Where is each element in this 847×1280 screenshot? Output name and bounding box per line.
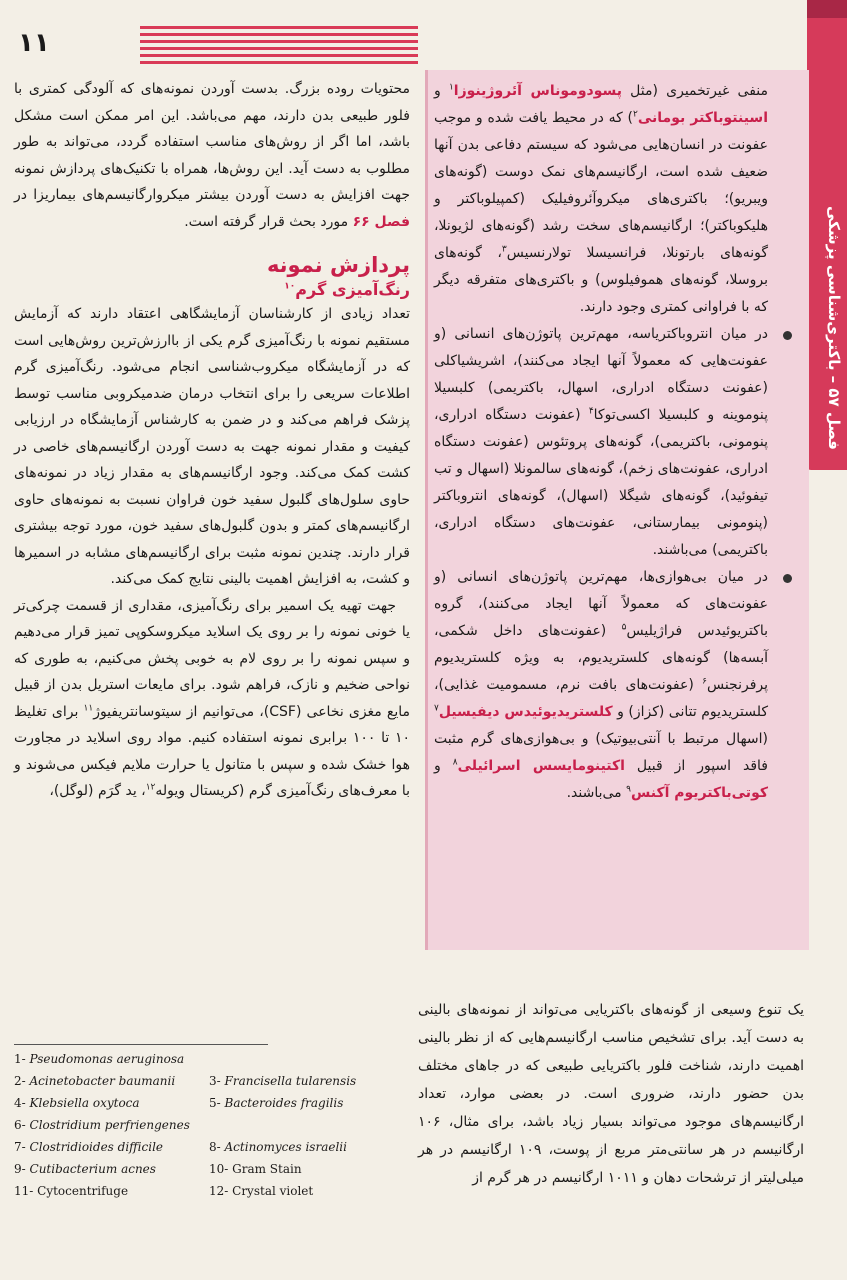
footnote: 3- Francisella tularensis xyxy=(209,1074,357,1088)
footnote: 4- Klebsiella oxytoca xyxy=(14,1096,140,1110)
footnote-row xyxy=(14,1048,404,1070)
footnotes xyxy=(14,1048,404,1202)
footnote-row xyxy=(14,1092,404,1114)
footnote-row xyxy=(14,1180,404,1202)
list-item: در میان بی‌هوازی‌ها، مهم‌ترین پاتوژن‌های انسانی (و عفونت‌های که معمولاً آنها ایجاد می‌کنند)، گروه باکتریوئیدس فراژیلیس$^۵$ (عفونت‌های داخل شکمی، آبسه‌ها) گونه‌های کلستریدیوم، به ویژه کلستریدیوم پرفرنجنس$^۶$ (عفونت‌های بافت نرم، مسمومیت غذایی)، کلستریدیوم تتانی (کزاز) و کلستریدیوئیدس دیفیسیل$^۷$ (اسهال مرتبط با آنتی‌بیوتیک) و بی‌هوازی‌های گرم مثبت فاقد اسپور از قبیل اکتینومایسس اسرائیلی$^۸$ و کوتی‌باکتریوم آکنس$^۹$ می‌باشند. xyxy=(434,564,768,807)
footnote: 10- Gram Stain xyxy=(209,1162,302,1176)
footnote-row xyxy=(14,1114,404,1136)
page-number: ١١ xyxy=(18,28,50,58)
box-paragraph: منفی غیرتخمیری (مثل پسودوموناس آئروژینوزا$^۱$ و اسینتوباکتر بومانی$^۲$) که در محیط یافت شده و موجب عفونت در انسان‌هایی می‌شود که سیستم دفاعی بدن آنها ضعیف شده است، ارگانیسم‌های نمک دوست (گونه‌های ویبریو)؛ باکتری‌های میکروآئروفیلیک (کمپیلوباکتر و هلیکوباکتر)؛ ارگانیسم‌های سخت رشد (گونه‌های لژیونلا، گونه‌های بارتونلا، فرانسیسلا تولارنسیس$^۳$، گونه‌های بروسلا، گونه‌های هموفیلوس) و باکتری‌های متفرقه دیگر که با فراوانی کمتری وجود دارند. xyxy=(434,82,769,315)
footnote-row xyxy=(14,1136,404,1158)
footnote: 5- Bacteroides fragilis xyxy=(209,1096,344,1110)
footnote: 8- Actinomyces israelii xyxy=(209,1140,347,1154)
footnote: 7- Clostridioides difficile xyxy=(14,1140,164,1154)
left-column xyxy=(14,76,410,805)
header-stripes xyxy=(140,26,418,74)
smear-paragraph: جهت تهیه یک اسمیر برای رنگ‌آمیزی، مقداری از قسمت چرکی‌تر یا خونی نمونه را بر روی یک اسلاید میکروسکوپی تمیز قرار می‌دهیم و سپس نمونه را بر روی لام به خوبی پخش می‌کنیم، به طوری که نواحی ضخیم و نازک، فراهم شود. برای مایعات استریل بدن از قبیل مایع مغزی نخاعی (CSF)، می‌توانیم از سیتوسانتریفیوژ$^{۱۱}$ برای تغلیظ ۱۰ تا ۱۰۰ برابری نمونه استفاده کنیم. مواد روی اسلاید در مجاورت هوا خشک شده و سپس با متانول یا حرارت ملایم فیکس می‌شوند و با معرف‌های رنگ‌آمیزی گرم (کریستال ویوله$^{۱۲}$، ید گرَم (لوگل)، xyxy=(14,597,411,799)
footnote: 12- Crystal violet xyxy=(209,1184,314,1198)
footnote-row xyxy=(14,1158,404,1180)
right-column xyxy=(434,78,768,807)
footnote: 6- Clostridium perfriengenes xyxy=(14,1118,190,1132)
bullet-icon xyxy=(783,574,792,583)
gram-stain-paragraph: تعداد زیادی از کارشناسان آزمایشگاهی اعتقاد دارند که آزمایش مستقیم نمونه با رنگ‌آمیزی گرم یکی از باارزش‌ترین روش‌هایی است که در آزمایشگاه میکروب‌شناسی انجام می‌شود. رنگ‌آمیزی گرم اطلاعات سریعی را برای انتخاب درمان ضدمیکروبی مناسب توسط پزشک فراهم می‌کند و در ضمن به کارشناس آزمایشگاه در ارزیابی کیفیت و مقدار نمونه جهت به دست آوردن ارگانیسم‌های خاصی در کشت کمک می‌کند. وجود ارگانیسم‌های به مقدار زیاد در نمونه‌های حاوی سلول‌های گلبول سفید خون فراوان نسبت به نمونه‌های حاوی ارگانیسم‌های کمتر و بدون گلبول‌های سفید خون، مورد توجه بیشتری قرار دارند. چندین نمونه مثبت برای ارگانیسم‌های مشابه در اسمیرها و کشت، به افزایش اهمیت بالینی نتایج کمک می‌کند. xyxy=(14,306,410,587)
subsection-title: رنگ‌آمیزی گرم$^{۱۰}$ xyxy=(284,280,410,299)
list-item: در میان انتروباکتریاسه، مهم‌ترین پاتوژن‌های انسانی (و عفونت‌هایی که معمولاً آنها ایجاد می‌کنند)، اشریشیاکلی (عفونت دستگاه ادراری، اسهال، باکتریمی) کلبسیلا پنوموینه و کلبسیلا اکسی‌توکا$^۴$ (عفونت دستگاه ادراری، پنومونی، باکتریمی)، گونه‌های پروتئوس (عفونت دستگاه ادراری، عفونت‌های زخم)، گونه‌های سالمونلا (اسهال و تب تیفوئید)، گونه‌های شیگلا (اسهال)، گونه‌های انتروباکتر (پنومونی بیمارستانی، عفونت‌های دستگاه ادراری، باکتریمی) می‌باشند. xyxy=(434,321,768,564)
intro-paragraph: محتویات روده بزرگ. بدست آوردن نمونه‌های که آلودگی کمتری با فلور طبیعی بدن دارند، مهم می‌باشد. این امر ممکن است مشکل باشد، اما اگر از روش‌های مناسب استفاده گردد، می‌تواند به طور مطلوب به دست آید. این روش‌ها، همراه با تکنیک‌های پردازش نمونه جهت افزایش به دست آوردن بیشتر میکروارگانیسم‌های بیماریزا در فصل ۶۶ مورد بحث قرار گرفته است. xyxy=(14,81,410,230)
footnote-row xyxy=(14,1070,404,1092)
footnote xyxy=(209,1114,404,1136)
footnote xyxy=(209,1048,404,1070)
footnote: 2- Acinetobacter baumanii xyxy=(14,1074,176,1088)
footnote: 9- Cutibacterium acnes xyxy=(14,1162,156,1176)
chapter-tab-label: فصل ۵۷ – باکتری‌شناسی پزشکی xyxy=(825,206,843,450)
chapter-tab xyxy=(807,0,847,470)
footnote: 1- Pseudomonas aeruginosa xyxy=(14,1052,185,1066)
bullet-icon xyxy=(783,331,792,340)
section-title: پردازش نمونه xyxy=(266,253,410,277)
footnote-divider xyxy=(14,1044,268,1045)
flora-paragraph: یک تنوع وسیعی از گونه‌های باکتریایی می‌تواند از نمونه‌های بالینی به دست آید. برای تشخیص مناسب ارگانیسم‌هایی که از نظر بالینی اهمیت دارند، شناخت فلور باکتریایی طبیعی که در جاهای مختلف بدن حضور دارند، ضروری است. در بعضی موارد، تعداد ارگانیسم‌های موجود می‌تواند بسیار زیاد باشد، برای مثال، ۱۰۶ ارگانیسم در هر سانتی‌متر مربع از پوست، ۱۰۹ ارگانیسم در هر میلی‌لیتر از ترشحات دهان و ۱۰۱۱ ارگانیسم در هر گرم از xyxy=(418,1002,805,1186)
chapter-link[interactable]: فصل ۶۶ xyxy=(352,213,410,230)
footnote: 11- Cytocentrifuge xyxy=(14,1184,129,1198)
